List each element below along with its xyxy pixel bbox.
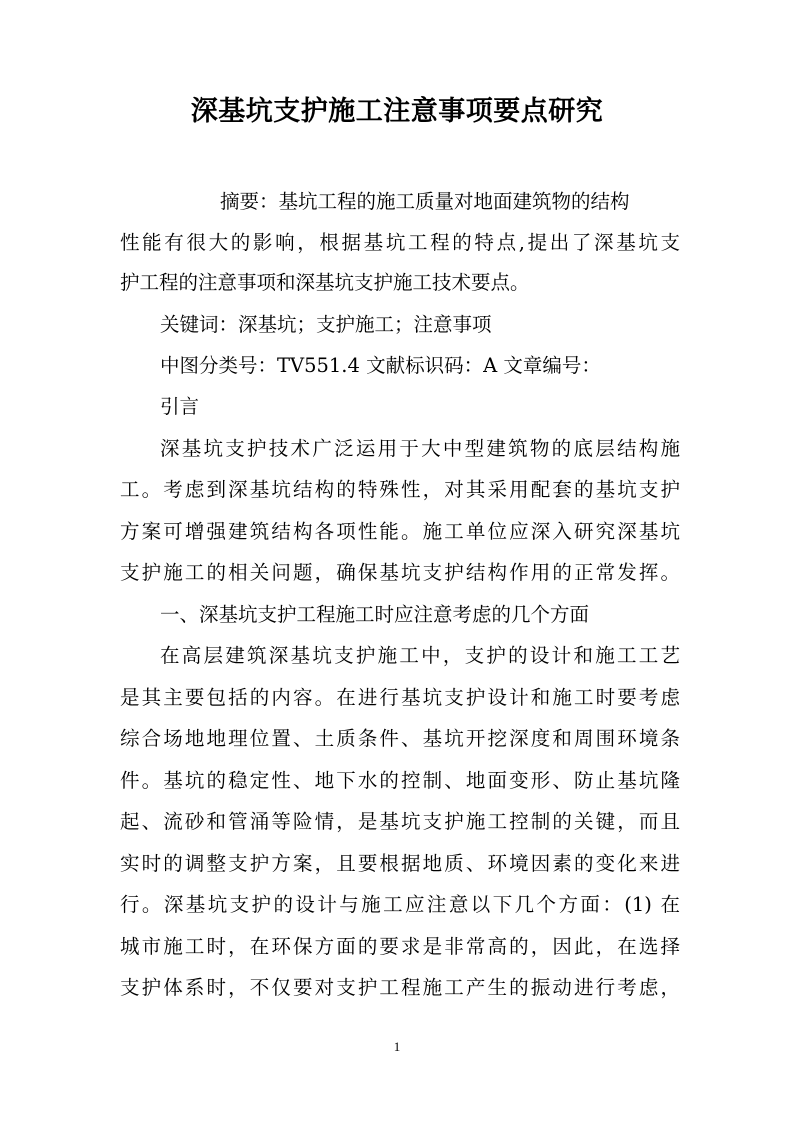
paragraph-line: 在高层建筑深基坑支护施工中，支护的设计和施工工艺: [160, 644, 680, 667]
paragraph-line: 行。深基坑支护的设计与施工应注意以下几个方面：(1) 在: [120, 893, 680, 916]
paragraph-line: 是其主要包括的内容。在进行基坑支护设计和施工时要考虑: [120, 686, 680, 709]
paragraph-line: 深基坑支护技术广泛运用于大中型建筑物的底层结构施: [160, 437, 680, 460]
page-title: 深基坑支护施工注意事项要点研究: [190, 96, 604, 127]
paragraph-line: 方案可增强建筑结构各项性能。施工单位应深入研究深基坑: [120, 520, 680, 543]
paragraph-line: 支护体系时，不仅要对支护工程施工产生的振动进行考虑，: [120, 976, 680, 999]
abstract-line-1: 摘要：基坑工程的施工质量对地面建筑物的结构: [220, 190, 630, 213]
abstract-line-3: 护工程的注意事项和深基坑支护施工技术要点。: [120, 271, 530, 294]
page-number: 1: [393, 1039, 401, 1054]
paragraph-line: 城市施工时，在环保方面的要求是非常高的，因此，在选择: [120, 935, 680, 958]
paragraph-line: 工。考虑到深基坑结构的特殊性，对其采用配套的基坑支护: [120, 478, 680, 501]
paragraph-line: 实时的调整支护方案，且要根据地质、环境因素的变化来进: [120, 852, 680, 875]
section-heading: 一、深基坑支护工程施工时应注意考虑的几个方面: [160, 603, 590, 626]
abstract-line-2: 性能有很大的影响，根据基坑工程的特点,提出了深基坑支: [120, 231, 680, 254]
paragraph-line: 件。基坑的稳定性、地下水的控制、地面变形、防止基坑隆: [120, 769, 680, 792]
classification-line: 中图分类号：TV551.4 文献标识码：A 文章编号：: [160, 354, 601, 377]
paragraph-line: 起、流砂和管涌等险情，是基坑支护施工控制的关键，而且: [120, 810, 680, 833]
paragraph-line: 支护施工的相关问题，确保基坑支护结构作用的正常发挥。: [120, 561, 680, 584]
keywords-line: 关键词：深基坑；支护施工；注意事项: [160, 313, 492, 336]
intro-heading: 引言: [160, 395, 200, 418]
paragraph-line: 综合场地地理位置、土质条件、基坑开挖深度和周围环境条: [120, 727, 680, 750]
